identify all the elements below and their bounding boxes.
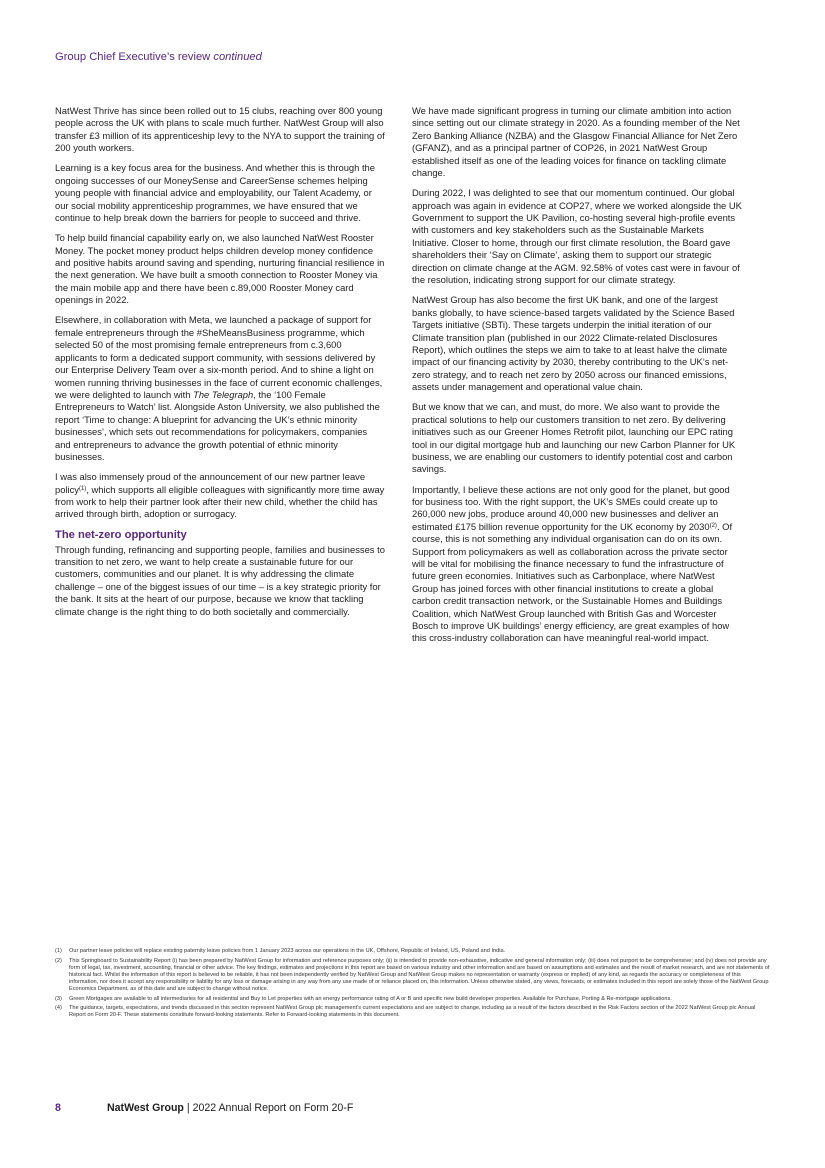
report-title: 2022 Annual Report on Form 20-F bbox=[192, 1102, 354, 1114]
paragraph: To help build financial capability early on, we also launched NatWest Rooster Money. The pocket money product helps children develop money confidence and positive habits around saving and spending, nurturing financial resilience in the next generation. We have built a smooth connection to Rooster Money via the main mobile app and there have been c.89,000 Rooster Money card openings in 2022. bbox=[55, 232, 385, 306]
section-heading: The net-zero opportunity bbox=[55, 528, 187, 541]
paragraph: NatWest Group has also become the first UK bank, and one of the largest banks globally, to have science-based targets validated by the Science Based Targets initiative (SBTi). These targets underpin the initial iteration of our Climate transition plan (published in our 2022 Climate-related Disclosures Report), which outlines the steps we aim to take to at least halve the climate impact of our financing activity by 2030, thereby contributing to the UK’s net-zero strategy, and to reach net zero by 2050 across our financed emissions, assets under management and operational value chain. bbox=[412, 294, 735, 393]
publication-name: The Telegraph bbox=[193, 388, 254, 400]
header-continued: continued bbox=[213, 51, 262, 63]
brand-name: NatWest Group bbox=[107, 1102, 184, 1114]
footnote-ref: (1) bbox=[78, 485, 87, 492]
paragraph: During 2022, I was delighted to see that our momentum continued. Our global approach was again in evidence at COP27, where we worked alongside the UK Government to support the UK Pavilion, co-hosting several high-profile events with customers and key stakeholders such as the Sustainable Markets Initiative. Closer to home, through our first climate resolution, the Board gave shareholders their ‘Say on Climate’, asking them to support our strategic direction on climate change at the AGM. 92.58% of votes cast were in favour of the resolution, indicating strong support for our climate strategy. bbox=[412, 187, 742, 286]
paragraph: Learning is a key focus area for the business. And whether this is through the ongoing successes of our MoneySense and CareerSense schemes helping young people with financial advice and employability, our Talent Academy, or our social mobility apprenticeship programmes, we have ensured that we continue to help break down the barriers for people to succeed and thrive. bbox=[55, 162, 375, 224]
header-title: Group Chief Executive’s review bbox=[55, 51, 211, 63]
paragraph: Elsewhere, in collaboration with Meta, we launched a package of support for female entrepreneurs through the #SheMeansBusiness programme, which selected 50 of the most promising female entrepreneurs from c.3,600 applicants to form a dedicated support community, with sessions delivered by our Enterprise Delivery Team over a six-month period. And to shine a light on women running thriving businesses in the face of current economic challenges, we were delighted to launch with The Telegraph, the ‘100 Female Entrepreneurs to Watch’ list. Alongside Aston University, we also published the report ‘Time to change: A blueprint for advancing the UK’s ethnic minority businesses’, which sets out recommendations for policymakers, companies and entrepreneurs to advance the growth potential of ethnic minority businesses. bbox=[55, 314, 383, 462]
footnotes bbox=[55, 948, 771, 1022]
footnote: (1) Our partner leave policies will replace existing paternity leave policies from 1 January 2023 across our operations in the UK, Offshore, Republic of Ireland, US, Poland and India. bbox=[55, 948, 506, 954]
paragraph: We have made significant progress in turning our climate ambition into action since setting out our climate strategy in 2020. As a founding member of the Net Zero Banking Alliance (NZBA) and the Glasgow Financial Alliance for Net Zero (GFANZ), and as a principal partner of COP26, in 2021 NatWest Group established itself as one of the leading voices for finance on tackling climate change. bbox=[412, 105, 740, 179]
footer-separator: | bbox=[183, 1102, 193, 1114]
footnote: (2) This Springboard to Sustainability Report (i) has been prepared by NatWest Group for information and reference purposes only; (ii) is intended to provide non-exhaustive, indicative and general information only; (iii) does not purport to be comprehensive; and (iv) does not provide any form of legal, tax, investment, accounting, financial or other advice. The key findings, estimates and projections in this report are based on various industry and other information and are based on assumptions and estimates and the result of market research, and are not statements of historical fact. Whilst the information of this report is believed to be reliable, it has not been independently verified by NatWest Group and NatWest Group makes no representation or warranty (express or implied) of any kind, as regards the accuracy or completeness of this information, nor does it accept any responsibility or liability for any loss or damage arising in any way from any use made of or reliance placed on, this information. Unless otherwise stated, any views, forecasts, or estimates included in this report are solely those of the NatWest Group Economics Department, as of this date and are subject to change without notice. bbox=[55, 957, 770, 992]
paragraph: NatWest Thrive has since been rolled out to 15 clubs, reaching over 800 young people across the UK with plans to scale much further. NatWest Group will also transfer £3 million of its apprenticeship levy to the NYA to support the training of 200 youth workers. bbox=[55, 105, 385, 154]
footnote: (3) Green Mortgages are available to all intermediaries for all residential and Buy to Let properties with an energy performance rating of A or B and specific new build developer properties. Available for Purchase, Porting & Re-mortgage applications. bbox=[55, 995, 672, 1002]
section-header bbox=[55, 51, 262, 63]
paragraph: I was also immensely proud of the announcement of our new partner leave policy$^{(1)}$, which supports all eligible colleagues with significantly more time away from work to help their partner look after their new child, whether the child has arrived through birth, adoption or surrogacy. bbox=[55, 471, 385, 520]
paragraph: But we know that we can, and must, do more. We also want to provide the practical solutions to help our customers transition to net zero. By delivering initiatives such as our Greener Homes Retrofit pilot, launching our EPC rating tool in our digital mortgage hub and launching our new Carbon Planner for UK business, we are enabling our customers to identify potential cost and carbon savings. bbox=[412, 401, 736, 475]
footnote: (4) The guidance, targets, expectations, and trends discussed in this section represent NatWest Group plc management’s current expectations and are subject to change, including as a result of the factors described in the Risk Factors section of the 2022 NatWest Group plc Annual Report on Form 20-F. These statements constitute forward-looking statements. Refer to Forward-looking statements in this document. bbox=[55, 1005, 756, 1019]
paragraph: Importantly, I believe these actions are not only good for the planet, but good for business too. With the right support, the UK’s SMEs could create up to 260,000 new jobs, produce around 40,000 new businesses and deliver an estimated £175 billion revenue opportunity for the UK economy by 2030$^{(2)}$. Of course, this is not something any individual organisation can do on its own. Support from policymakers as well as collaboration across the private sector will be vital for mobilising the finance necessary to fund the infrastructure of future green economies. Initiatives such as Carbonplace, where NatWest Group has joined forces with other financial institutions to create a global carbon credit transaction network, or the Sustainable Homes and Buildings Coalition, which NatWest Group launched with British Gas and Worcester Bosch to improve UK buildings’ energy efficiency, are great examples of how this cross-industry collaboration can have meaningful real-world impact. bbox=[412, 483, 733, 644]
page-footer bbox=[55, 1102, 353, 1114]
footnote-ref: (2) bbox=[709, 522, 717, 529]
left-column bbox=[55, 105, 385, 626]
paragraph: Through funding, refinancing and supporting people, families and businesses to transition to net zero, we want to help create a sustainable future for our customers, communities and our planet. It is why addressing the climate challenge – one of the biggest issues of our time – is a key strategic priority for the bank. It sits at the heart of our purpose, because we know that tackling climate change is the right thing to do both societally and commercially. bbox=[55, 543, 385, 617]
page-number: 8 bbox=[55, 1102, 61, 1114]
right-column bbox=[412, 105, 742, 653]
